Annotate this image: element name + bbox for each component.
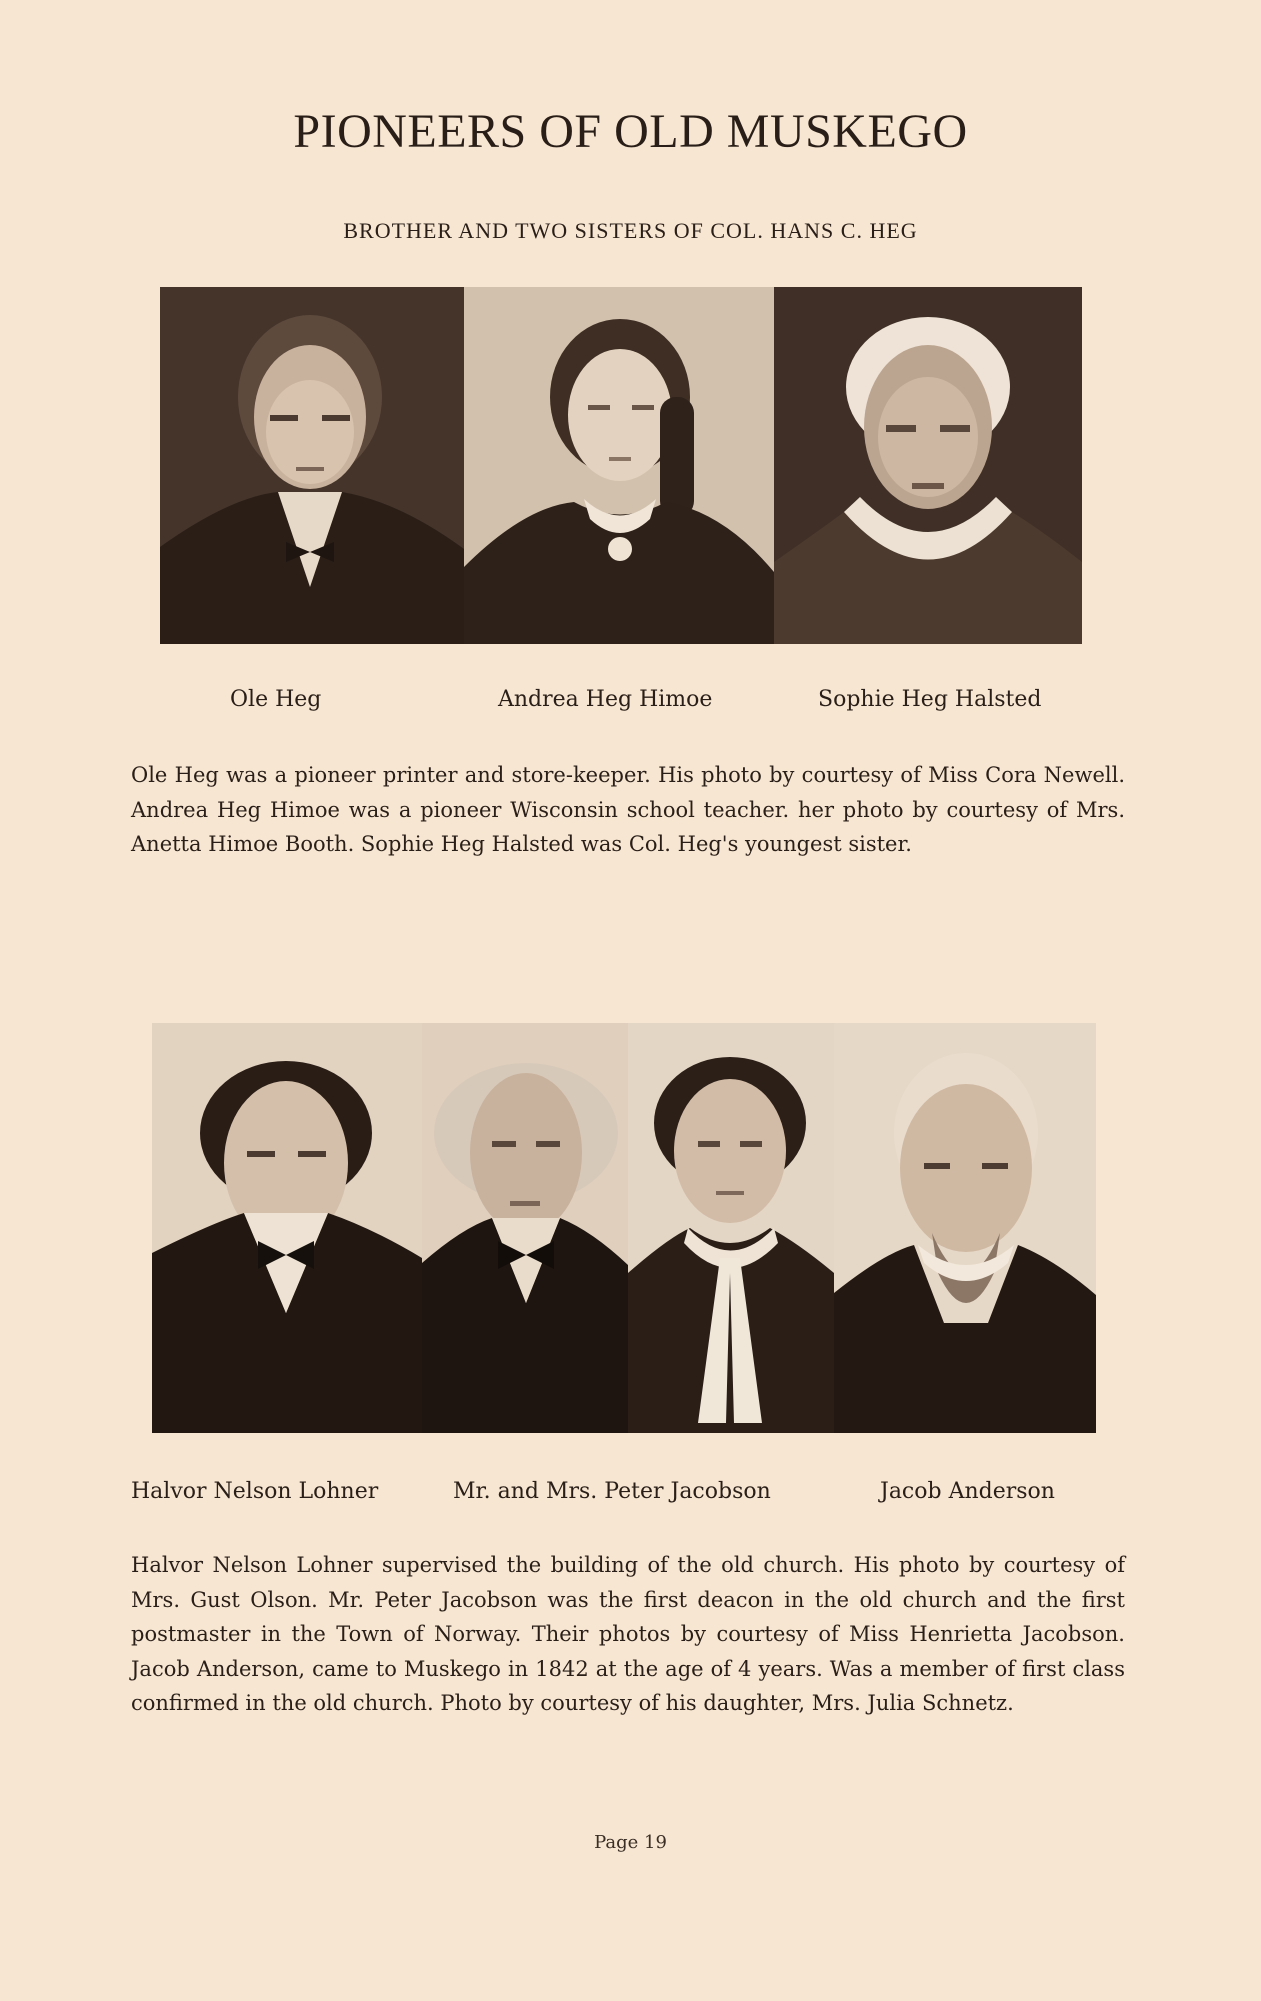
page-subtitle: BROTHER AND TWO SISTERS OF COL. HANS C. HEG [343, 218, 918, 243]
portrait-sophie-heg-halsted [774, 287, 1082, 644]
portrait-mrs-peter-jacobson [628, 1023, 834, 1433]
page-title: PIONEERS OF OLD MUSKEGO [293, 105, 968, 158]
caption-ole-heg: Ole Heg [230, 687, 322, 712]
portrait-ole-heg [160, 287, 464, 644]
caption-peter-jacobson: Mr. and Mrs. Peter Jacobson [453, 1479, 771, 1504]
portrait-man-bowtie-icon [160, 287, 464, 644]
caption-row-1 [0, 687, 1261, 717]
portrait-woman-bonnet-icon [628, 1023, 834, 1433]
portrait-bald-man-beard-icon [834, 1023, 1096, 1433]
portrait-peter-jacobson [422, 1023, 628, 1433]
page-number: Page 19 [594, 1832, 667, 1853]
caption-row-2 [0, 1479, 1261, 1509]
caption-sophie-heg-halsted: Sophie Heg Halsted [818, 687, 1042, 712]
photo-row-pioneers [152, 1023, 1096, 1433]
portrait-halvor-nelson-lohner [152, 1023, 422, 1433]
caption-andrea-heg-himoe: Andrea Heg Himoe [498, 687, 713, 712]
portrait-young-woman-icon [464, 287, 774, 644]
portrait-elderly-woman-icon [774, 287, 1082, 644]
photo-row-heg-siblings [160, 287, 1082, 644]
caption-jacob-anderson: Jacob Anderson [880, 1479, 1055, 1504]
portrait-man-white-hair-icon [422, 1023, 628, 1433]
portrait-jacob-anderson [834, 1023, 1096, 1433]
paragraph-pioneers: Halvor Nelson Lohner supervised the building of the old church. His photo by courtesy of Mrs. Gust Olson. Mr. Peter Jacobson was the first deacon in the old church and the first postmaster in the Town of Norway. Their photos by courtesy of Miss Henrietta Jacobson. Jacob Anderson, came to Muskego in 1842 at the age of 4 years. Was a member of first class confirmed in the old church. Photo by courtesy of his daughter, Mrs. Julia Schnetz. [131, 1553, 1125, 1715]
portrait-man-goatee-icon [152, 1023, 422, 1433]
caption-halvor-nelson-lohner: Halvor Nelson Lohner [131, 1479, 379, 1504]
portrait-andrea-heg-himoe [464, 287, 774, 644]
paragraph-heg-siblings: Ole Heg was a pioneer printer and store-keeper. His photo by courtesy of Miss Cora Newell. Andrea Heg Himoe was a pioneer Wisconsin school teacher. her photo by courtesy of Mrs. Anetta Himoe Booth. Sophie Heg Halsted was Col. Heg's youngest sister. [131, 763, 1125, 856]
